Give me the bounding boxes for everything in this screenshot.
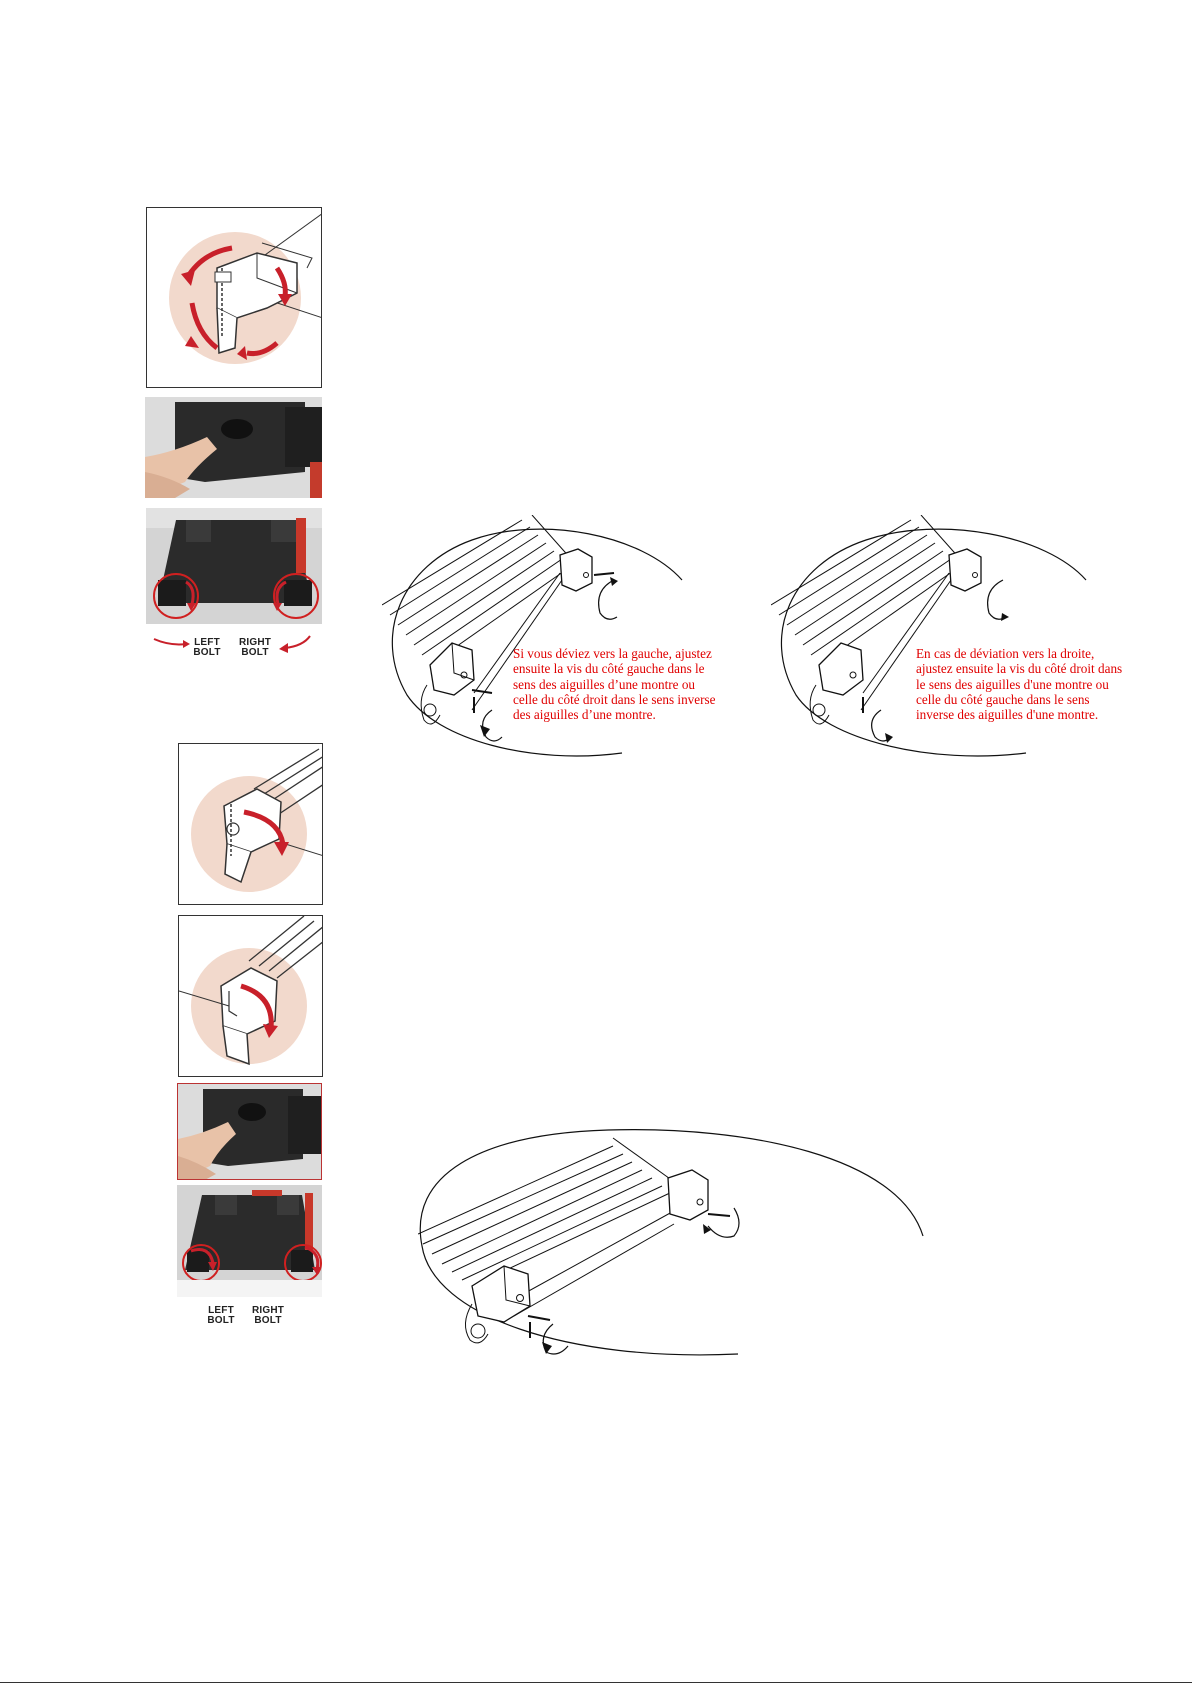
left-deviation-caption: Si vous déviez vers la gauche, ajustez ensuite la vis du côté gauche dans le sens des aiguilles d’une montre ou celle du côté droit dans le sens inverse des aiguilles d’une montre. <box>513 646 716 723</box>
photo-rear-roller-bolts-2 <box>177 1185 322 1297</box>
diagram-right-deviation <box>771 515 1146 760</box>
rear-roller-photo-2 <box>177 1185 322 1297</box>
right-deviation-drawing <box>771 515 1146 760</box>
side-cover-photo-2 <box>178 1084 322 1180</box>
left-bolt-label-2: LEFT BOLT <box>207 1305 235 1326</box>
page-footer-rule <box>0 1682 1192 1683</box>
right-deviation-caption: En cas de déviation vers la droite, ajustez ensuite la vis du côté droit dans le sens des aiguilles d'une montre ou celle du côté gauche dans le sens inverse des aiguilles d'une montre. <box>916 646 1123 723</box>
left-deviation-drawing <box>382 515 740 760</box>
clockwise-bolt-drawing <box>179 744 323 905</box>
rear-roller-photo <box>146 508 322 624</box>
step-illustration-clockwise-bolt <box>178 743 323 905</box>
photo-side-cover-cap <box>145 397 322 498</box>
diagram-roller-adjustment <box>418 1126 926 1360</box>
right-bolt-arrow <box>275 634 313 654</box>
step-illustration-clockwise-bolt-2 <box>178 915 323 1077</box>
clockwise-bolt-drawing-2 <box>179 916 323 1077</box>
photo-side-cover-cap-2 <box>177 1083 322 1180</box>
side-cover-photo <box>145 397 322 498</box>
step-illustration-rotate-bolt <box>146 207 322 388</box>
bolt-rotation-drawing <box>147 208 322 388</box>
right-bolt-label: RIGHT BOLT <box>238 637 272 658</box>
photo-rear-roller-bolts <box>146 508 322 624</box>
left-bolt-label: LEFT BOLT <box>193 637 221 658</box>
left-bolt-arrow <box>152 636 192 650</box>
roller-adjustment-drawing <box>418 1126 926 1360</box>
diagram-left-deviation <box>382 515 740 760</box>
right-bolt-label-2: RIGHT BOLT <box>251 1305 285 1326</box>
